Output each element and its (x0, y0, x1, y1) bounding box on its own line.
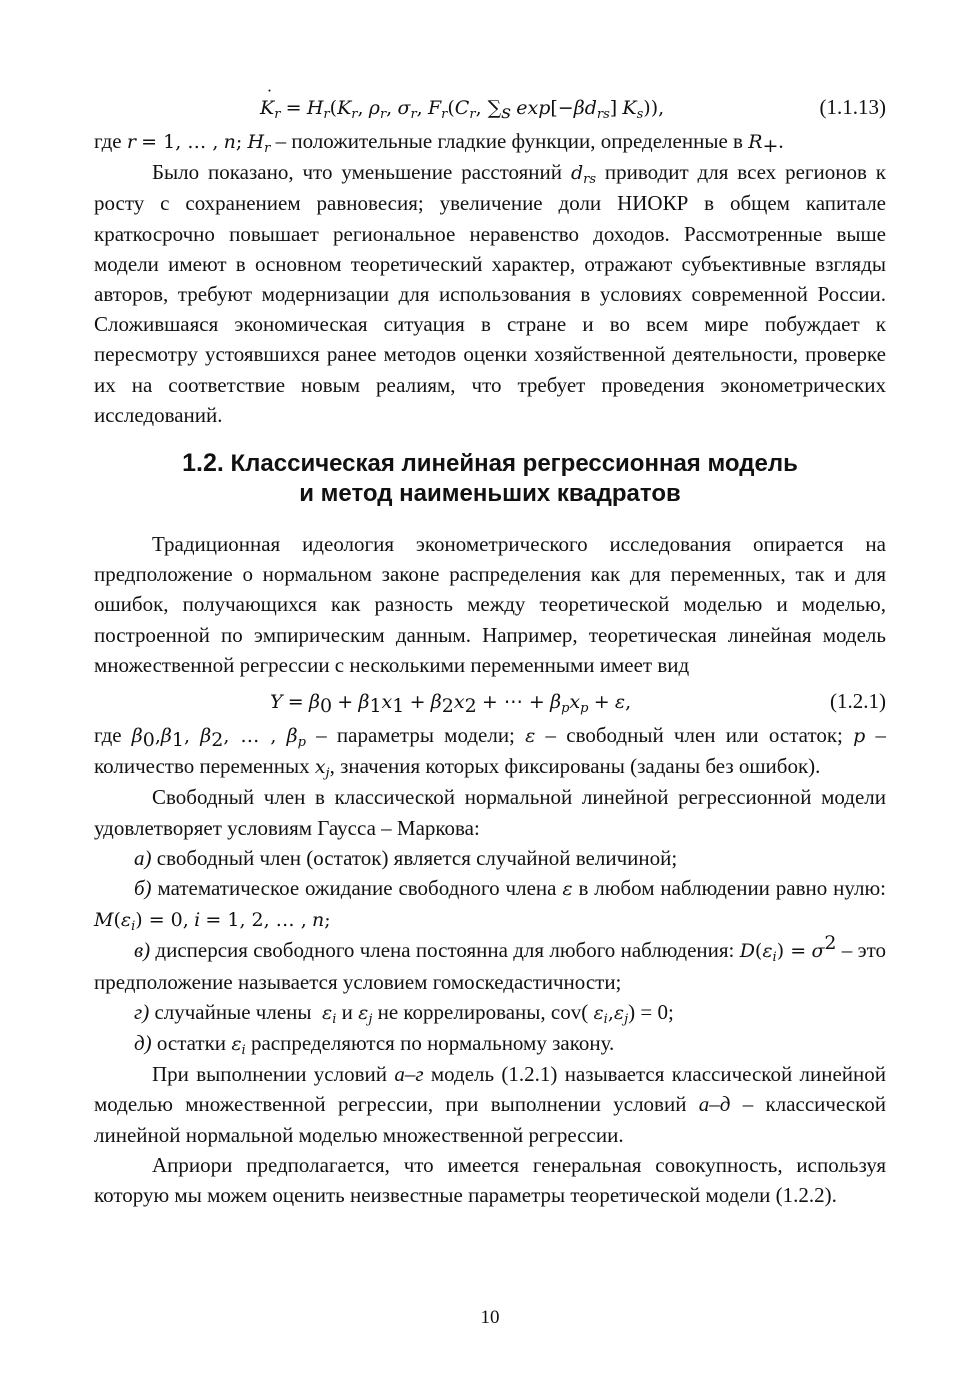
where-clause-1: где r = 1, … , n; $H_r$ – положительные гладкие функции, определенные в $R_+$. (94, 129, 784, 157)
section-title-line1: Классическая линейная регрессионная модель (230, 450, 798, 478)
section-title-line2: и метод наименьших квадратов (299, 480, 681, 508)
where-clause-2: где $\beta_0,\beta_1$, $\beta_2$, … , $\beta_p$ – параметры модели; ε – свободный член или остаток; p – количество переменных $x_j$, значения которых фиксированы (заданы без ошибок). (94, 723, 886, 782)
equation-1-1-13-body: K $˙_r = H_r(K_r$, $\rho_r$, $\sigma_r$, $F_r(C_r$, $\sum_s$ $\exp[-\beta d_{rs}]$ $K_s$)), (260, 92, 664, 123)
section-heading (94, 448, 886, 509)
paragraph-4: При выполнении условий а–г модель (1.2.1) называется классической линейной моделью множественной регрессии, при выполнении условий а–д – классической линейной нормальной моделью множественной регрессии. (94, 1062, 886, 1147)
equation-1-1-13 (94, 88, 886, 126)
page-number: 10 (480, 1307, 500, 1328)
condition-g: г) случайные члены $\varepsilon_i$ и $\varepsilon_j$ не коррелированы, cov( $\varepsilon_i,\varepsilon_j) = 0$; (134, 999, 674, 1027)
condition-v: в) дисперсия свободного члена постоянна для любого наблюдения: $D(\varepsilon_i) = \sigma^2$ – это предположение называется условием гомоскедастичности; (94, 932, 887, 994)
condition-b: б) математическое ожидание свободного члена ε в любом наблюдении равно нулю: $M(\varepsilon_i) = 0$, i = 1, 2, … , n; (94, 876, 886, 935)
condition-a: а) свободный член (остаток) является случайной величиной; (134, 845, 678, 870)
paragraph-1: Было показано, что уменьшение расстояний $d_{rs}$ приводит для всех регионов к росту с сохранением равновесия; увеличение доли НИОКР в общем капитале краткосрочно повышает региональное неравенство доходов. Рассмотренные выше модели имеют в основном теоретический характер, отражают субъективные взгляды авторов, требуют модернизации для использования в условиях современной России. Сложившаяся экономическая ситуация в стране и во всем мире побуждает к пересмотру устоявшихся ранее методов оценки хозяйственной деятельности, проверке их на соответствие новым реалиям, что требует проведения эконометрических исследований. (94, 160, 887, 427)
section-number: 1.2. (182, 449, 224, 478)
equation-1-2-1 (94, 682, 886, 720)
condition-d: д) остатки $\varepsilon_i$ распределяются по нормальному закону. (134, 1031, 615, 1059)
paragraph-2: Традиционная идеология эконометрического исследования опирается на предположение о нормальном законе распределения как для переменных, так и для ошибок, получающихся как разность между теоретической моделью и моделью, построенной по эмпирическим данным. Например, теоретическая линейная модель множественной регрессии с несколькими переменными имеет вид (94, 532, 886, 677)
equation-1-2-1-body: $Y = \beta_0 + \beta_1x_1 + \beta_2x_2$ + ⋯ + $\beta_px_p + \varepsilon$, (270, 691, 632, 718)
paragraph-5: Априори предполагается, что имеется генеральная совокупность, используя которую мы можем оценить неизвестные параметры теоретической модели (1.2.2). (94, 1152, 886, 1208)
document-page (94, 88, 886, 1210)
paragraph-3: Свободный член в классической нормальной линейной регрессионной модели удовлетворяет условиям Гаусса – Маркова: (94, 785, 886, 840)
equation-number: (1.2.1) (830, 689, 886, 714)
equation-number: (1.1.13) (819, 95, 886, 119)
